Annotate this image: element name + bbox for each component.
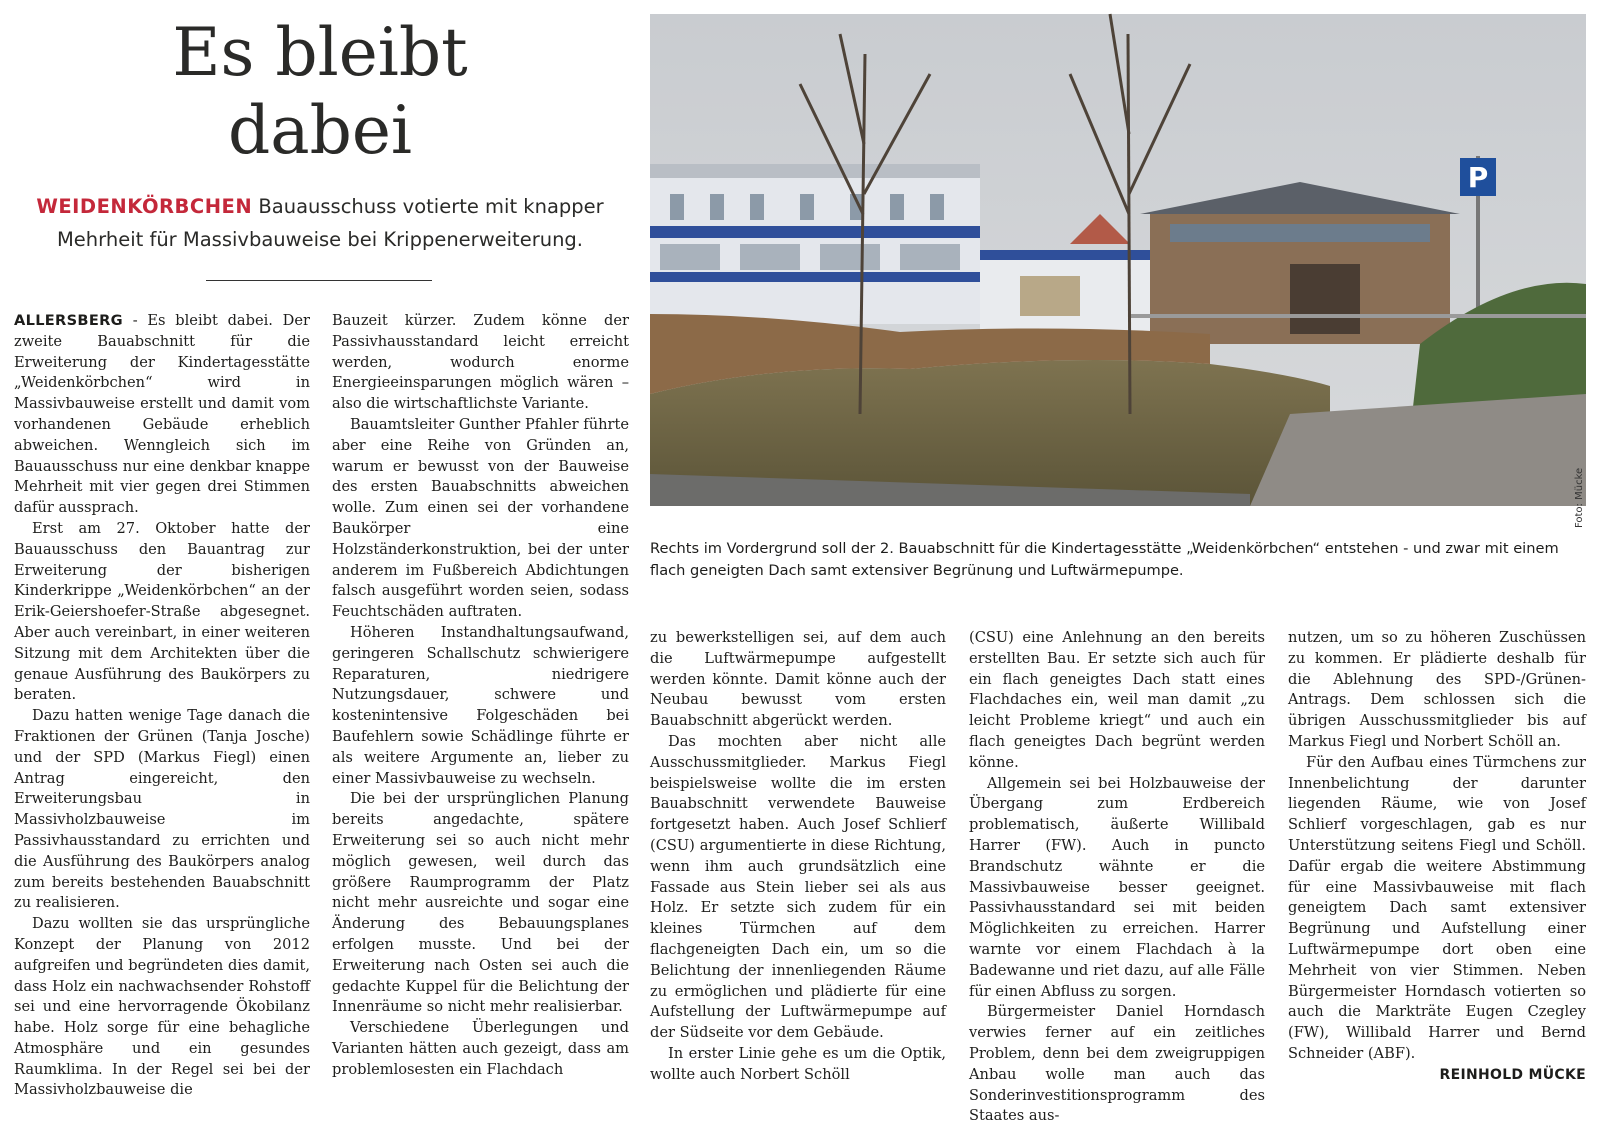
article-column-2 [332,311,629,1091]
photo-credit: Foto: Mücke [1574,467,1585,528]
paragraph: Verschiedene Überlegungen und Varianten hätten auch gezeigt, dass am problemlosesten ein Flachdach [332,1019,629,1078]
author-byline: REINHOLD MÜCKE [1439,1067,1586,1083]
headline-line-1: Es bleibt [172,14,468,91]
paragraph: Für den Aufbau eines Türmchens zur Innenbelichtung der darunter liegenden Räume, wie von Josef Schlierf vorgeschlagen, gab es nur Unterstützung seitens Fiegl und Schöll. Dafür ergab die weitere Abstimmung für eine Massivbauweise mit flach geneigtem Dach samt extensiver Begrünung und Aufstellung einer Luftwärmepumpe dort oben eine Mehrheit von vier Stimmen. Neben Bürgermeister Horndasch votierten so auch die Markträte Eugen Czegley (FW), Willibald Harrer und Bernd Schneider (ABF). [1288,753,1586,1062]
paragraph: (CSU) eine Anlehnung an den bereits erstellten Bau. Er setzte sich auch für ein flach geneigtes Dach statt eines Flachdaches ein, weil man damit „zu leicht Probleme kriegt“ und auch ein flach geneigtes Dach begrünt werden könne. [969,629,1265,771]
article-column-5 [1288,628,1586,1068]
headline-line-2: dabei [227,92,412,169]
paragraph: Allgemein sei bei Holzbauweise der Übergang zum Erdbereich problematisch, äußerte Willibald Harrer (FW). Auch in puncto Brandschutz wähnte er die Massivbauweise besser geeignet. Passivhausstandard sei mit beiden Möglichkeiten zu erreichen. Harrer warnte vor einem Flachdach à la Badewanne und riet dazu, auf alle Fälle für einen Abfluss zu sorgen. [969,774,1265,1000]
paragraph: In erster Linie gehe es um die Optik, wollte auch Norbert Schöll [650,1044,946,1083]
article-photo [650,14,1586,506]
subhead-text: Bauausschuss votierte mit knapper Mehrheit für Massivbauweise bei Krippenerweiterung. [56,195,604,251]
paragraph: Dazu wollten sie das ursprüngliche Konzept der Planung von 2012 aufgreifen und begründeten dies damit, dass Holz ein nachwachsender Rohstoff sei und eine hervorragende Ökobilanz habe. Holz sorge für eine behagliche Atmosphäre und ein gesundes Raumklima. In der Regel sei bei der Massivholzbauweise die [14,915,310,1099]
paragraph: zu bewerkstelligen sei, auf dem auch die Luftwärmepumpe aufgestellt werden könnte. Damit könne auch der Neubau bewusst vom ersten Bauabschnitt abgerückt werden. [650,629,946,730]
paragraph-text: - Es bleibt dabei. Der zweite Bauabschnitt für die Erweiterung der Kindertagesstätte „Weidenkörbchen“ wird in Massivbauweise erstellt und damit vom vorhandenen Gebäude erheblich abweichen. Wenngleich sich im Bauausschuss nur eine denkbar knappe Mehrheit mit vier gegen drei Stimmen dafür aussprach. [14,312,310,517]
article-column-1 [14,311,310,1099]
paragraph: Erst am 27. Oktober hatte der Bauausschuss den Bauantrag zur Erweiterung der bisherigen Kinderkrippe „Weidenkörbchen“ an der Erik-Geiershoefer-Straße abgesegnet. Aber auch vereinbart, in einer weiteren Sitzung mit dem Architekten über die genaue Ausführung des Baukörpers zu beraten. [14,519,310,704]
paragraph: nutzen, um so zu höheren Zuschüssen zu kommen. Er plädierte deshalb für die Ablehnung des SPD-/Grünen-Antrags. Dem schlossen sich die übrigen Ausschussmitglieder bis auf Markus Fiegl und Norbert Schöll an. [1288,629,1586,750]
article-column-4 [969,628,1265,1125]
kindergarten-photo [650,14,1586,506]
paragraph: Das mochten aber nicht alle Ausschussmitglieder. Markus Fiegl beispielsweise wollte die im ersten Bauabschnitt verwendete Bauweise fortgesetzt haben. Auch Josef Schlierf (CSU) argumentierte in diese Richtung, wenn ihm auch grundsätzlich eine Fassade aus Stein lieber sei als aus Holz. Er setzte sich zudem für ein kleines Türmchen auf dem flachgeneigten Dach ein, um so die Belichtung der innenliegenden Räume zu ermöglichen und plädierte für eine Aufstellung der Luftwärmepumpe auf der Südseite vor dem Gebäude. [650,732,946,1042]
paragraph: Höheren Instandhaltungsaufwand, geringeren Schallschutz schwierigere Reparaturen, niedrigere Nutzungsdauer, schwere und kostenintensive Folgeschäden bei Baufehlern sowie Schädlinge führte er als weitere Argumente an, lieber zu einer Massivbauweise zu wechseln. [332,623,629,787]
photo-caption: Rechts im Vordergrund soll der 2. Bauabschnitt für die Kindertagesstätte „Weidenkörbchen“ entstehen - und zwar mit einem flach geneigten Dach samt extensiver Begrünung und Luftwärmepumpe. [650,540,1559,579]
paragraph: Die bei der ursprünglichen Planung bereits angedachte, spätere Erweiterung sei so auch nicht mehr möglich gewesen, weil durch das größere Raumprogramm der Platz nicht mehr ausreichte und sogar eine Änderung des Bebauungsplanes erfolgen musste. Und bei der Erweiterung nach Osten sei auch die gedachte Kuppel für die Belichtung der Innenräume so nicht mehr realisierbar. [332,790,629,1016]
kicker-label: WEIDENKÖRBCHEN [36,195,253,218]
article-column-3 [650,628,946,1090]
paragraph: Bauzeit kürzer. Zudem könne der Passivhausstandard leicht erreicht werden, wodurch enorme Energieeinsparungen möglich wären – also die wirtschaftlichste Variante. [332,312,629,413]
article-headline [30,14,610,170]
article-subhead [20,190,620,256]
paragraph: Bürgermeister Daniel Horndasch verwies ferner auf ein zeitliches Problem, denn bei dem zweigruppigen Anbau wolle man auch das Sonderinvestitionsprogramm des Staates aus- [969,1003,1265,1125]
parking-sign-letter: P [1467,161,1489,194]
dateline: ALLERSBERG [14,312,123,329]
paragraph [14,311,310,519]
paragraph: Dazu hatten wenige Tage danach die Fraktionen der Grünen (Tanja Josche) und der SPD (Markus Fiegl) einen Antrag eingereicht, den Erweiterungsbau in Massivholzbauweise im Passivhausstandard zu errichten und die Ausführung des Baukörpers analog zum bereits bestehenden Bauabschnitt zu realisieren. [14,707,310,912]
headline-divider [206,280,432,281]
paragraph: Bauamtsleiter Gunther Pfahler führte aber eine Reihe von Gründen an, warum er bewusst von der Bauweise des ersten Bauabschnitts abweichen wolle. Zum einen sei der vorhandene Baukörper eine Holzständerkonstruktion, bei der unter anderem im Fußbereich Abdichtungen falsch ausgeführt worden seien, sodass Feuchtschäden auftraten. [332,415,629,621]
